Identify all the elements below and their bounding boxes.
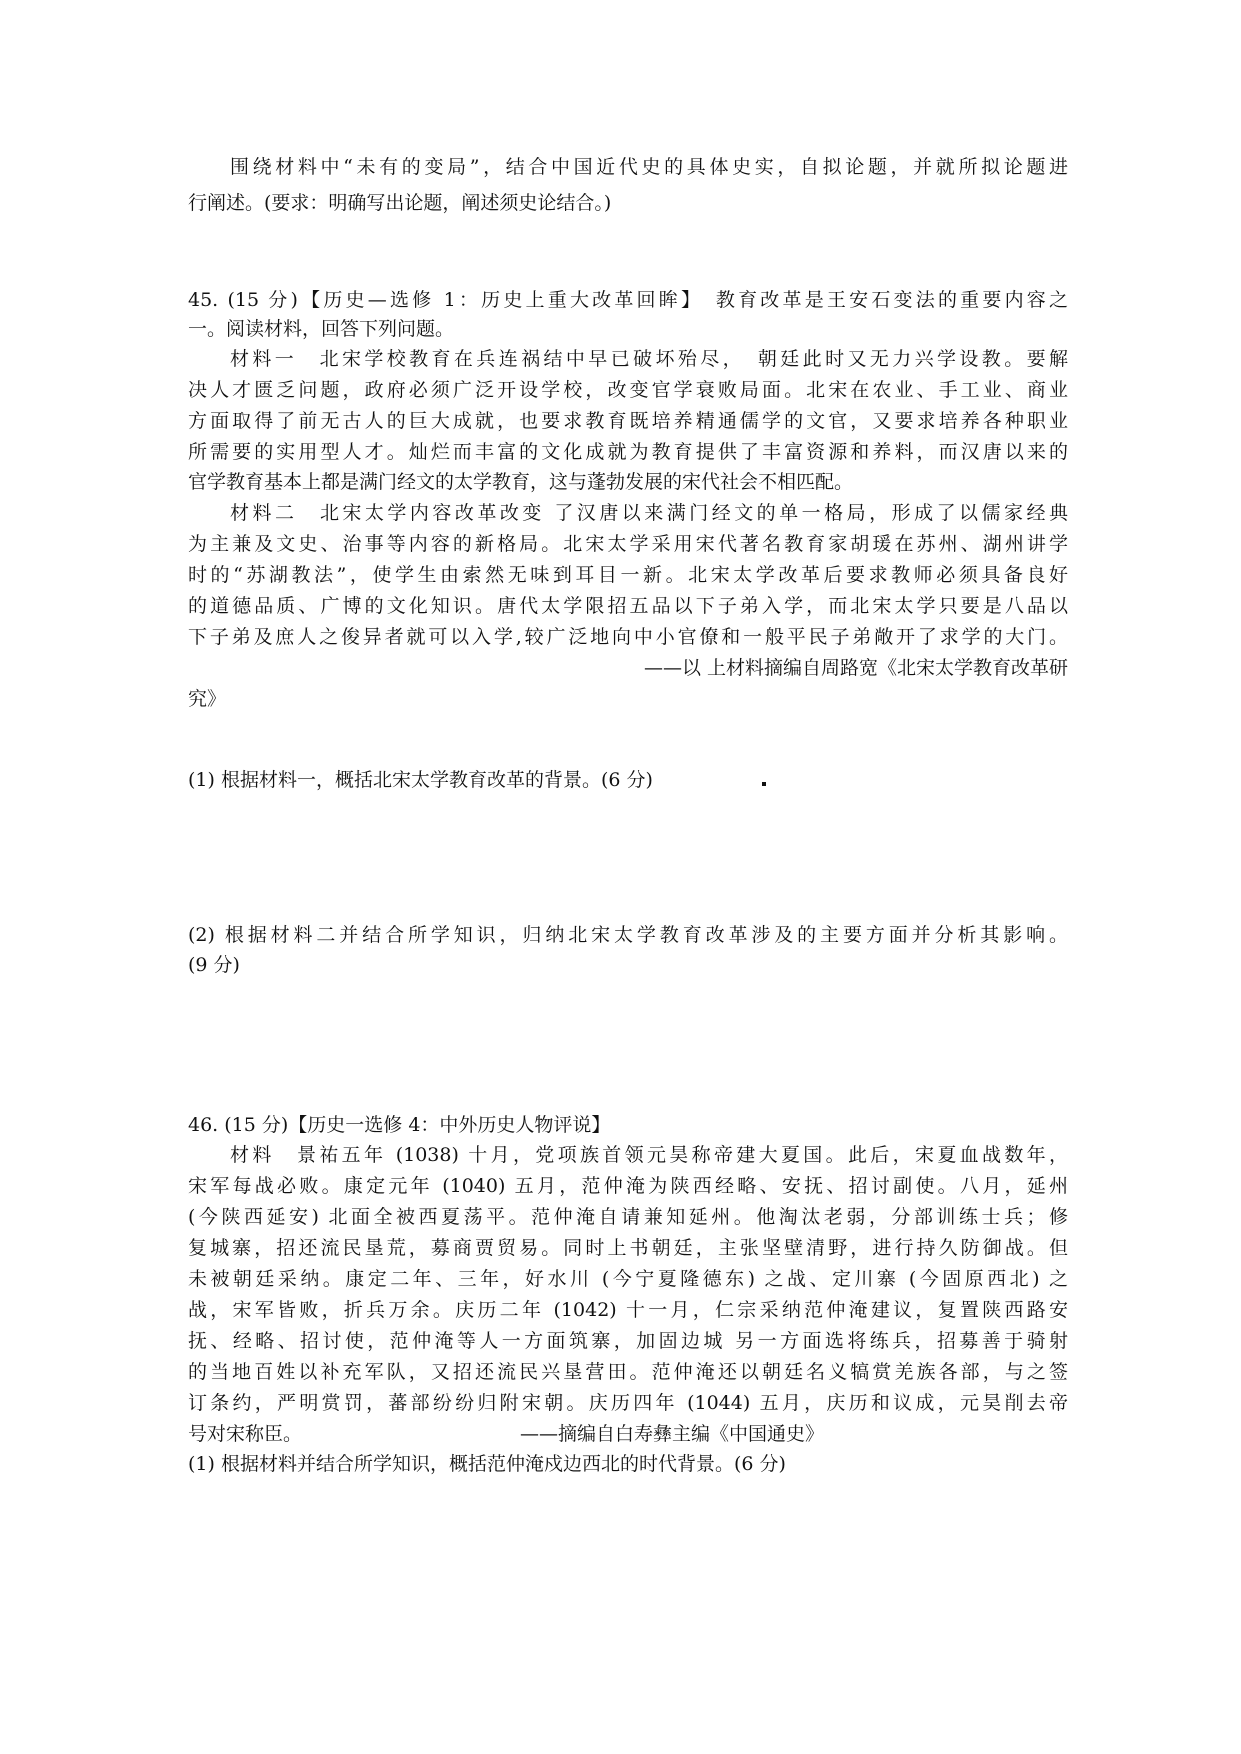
q45-subquestion-1: (1) 根据材料一，概括北宋太学教育改革的背景。(6 分) xyxy=(188,769,653,791)
q45-material2-line-5: 下子弟及庶人之俊异者就可以入学,较广泛地向中小官僚和一般平民子弟敞开了求学的大门。 xyxy=(188,626,1068,648)
q46-material-line-8: 的当地百姓以补充军队，又招还流民兴垦营田。范仲淹还以朝廷名义犒赏羌族各部，与之签 xyxy=(188,1361,1068,1383)
q45-header-line-1: 45. (15 分)【历史—选修 1：历史上重大改革回眸】 教育改革是王安石变法的重要内容之 xyxy=(188,289,1068,311)
q46-material-line-5: 未被朝廷采纳。康定二年、三年，好水川 (今宁夏隆德东) 之战、定川寨 (今固原西北) 之 xyxy=(188,1268,1068,1290)
q45-material2-line-4: 的道德品质、广博的文化知识。唐代太学限招五品以下子弟入学，而北宋太学只要是八品以 xyxy=(188,595,1068,617)
q45-material1-line-5: 官学教育基本上都是满门经文的太学教育，这与蓬勃发展的宋代社会不相匹配。 xyxy=(188,471,854,493)
q46-material-line-1: 材料 景祐五年 (1038) 十月，党项族首领元昊称帝建大夏国。此后，宋夏血战数年， xyxy=(230,1144,1068,1166)
q45-source-line-1: ——以 上材料摘编自周路宽《北宋太学教育改革研 xyxy=(643,657,1068,679)
intro-line-1: 围绕材料中“未有的变局”，结合中国近代史的具体史实，自拟论题，并就所拟论题进 xyxy=(230,156,1068,178)
q45-material1-line-2: 决人才匮乏问题，政府必须广泛开设学校，改变官学衰败局面。北宋在农业、手工业、商业 xyxy=(188,379,1068,401)
q45-header-line-2: 一。阅读材料，回答下列问题。 xyxy=(188,318,455,340)
q45-material1-line-3: 方面取得了前无古人的巨大成就，也要求教育既培养精通儒学的文官，又要求培养各种职业 xyxy=(188,410,1068,432)
intro-line-2: 行阐述。(要求：明确写出论题，阐述须史论结合。) xyxy=(188,192,612,214)
q45-material2-line-1: 材料二 北宋太学内容改革改变 了汉唐以来满门经文的单一格局，形成了以儒家经典 xyxy=(230,502,1068,524)
q46-source: ——摘编自白寿彝主编《中国通史》 xyxy=(520,1423,825,1445)
q46-material-last-line: 号对宋称臣。 xyxy=(188,1423,303,1445)
q45-material1-line-1: 材料一 北宋学校教育在兵连祸结中早已破坏殆尽， 朝廷此时又无力兴学设教。要解 xyxy=(230,348,1068,370)
q46-header: 46. (15 分)【历史一选修 4：中外历史人物评说】 xyxy=(188,1114,611,1136)
stray-dot xyxy=(762,782,766,786)
q45-material2-line-2: 为主兼及文史、治事等内容的新格局。北宋太学采用宋代著名教育家胡瑗在苏州、湖州讲学 xyxy=(188,533,1068,555)
q46-material-line-7: 抚、经略、招讨使，范仲淹等人一方面筑寨，加固边城 另一方面选将练兵，招募善于骑射 xyxy=(188,1330,1068,1352)
q46-material-line-2: 宋军每战必败。康定元年 (1040) 五月，范仲淹为陕西经略、安抚、招讨副使。八月，延州 xyxy=(188,1175,1068,1197)
q46-material-line-9: 订条约，严明赏罚，蕃部纷纷归附宋朝。庆历四年 (1044) 五月，庆历和议成，元昊削去帝 xyxy=(188,1392,1068,1414)
q46-material-line-4: 复城寨，招还流民垦荒，募商贾贸易。同时上书朝廷，主张坚壁清野，进行持久防御战。但 xyxy=(188,1237,1068,1259)
q45-material1-line-4: 所需要的实用型人才。灿烂而丰富的文化成就为教育提供了丰富资源和养料，而汉唐以来的 xyxy=(188,441,1068,463)
q45-subquestion-2-line-1: (2) 根据材料二并结合所学知识，归纳北宋太学教育改革涉及的主要方面并分析其影响。 xyxy=(188,924,1068,946)
q46-material-line-6: 战，宋军皆败，折兵万余。庆历二年 (1042) 十一月，仁宗采纳范仲淹建议，复置陕西路安 xyxy=(188,1299,1068,1321)
q45-source-line-2: 究》 xyxy=(188,688,227,710)
q45-subquestion-2-line-2: (9 分) xyxy=(188,954,240,976)
q46-subquestion-1: (1) 根据材料并结合所学知识，概括范仲淹戍边西北的时代背景。(6 分) xyxy=(188,1453,786,1475)
q46-material-line-3: (今陕西延安) 北面全被西夏荡平。范仲淹自请兼知延州。他淘汰老弱，分部训练士兵；修 xyxy=(188,1206,1068,1228)
q45-material2-line-3: 时的“苏湖教法”，使学生由索然无味到耳目一新。北宋太学改革后要求教师必须具备良好 xyxy=(188,564,1068,586)
